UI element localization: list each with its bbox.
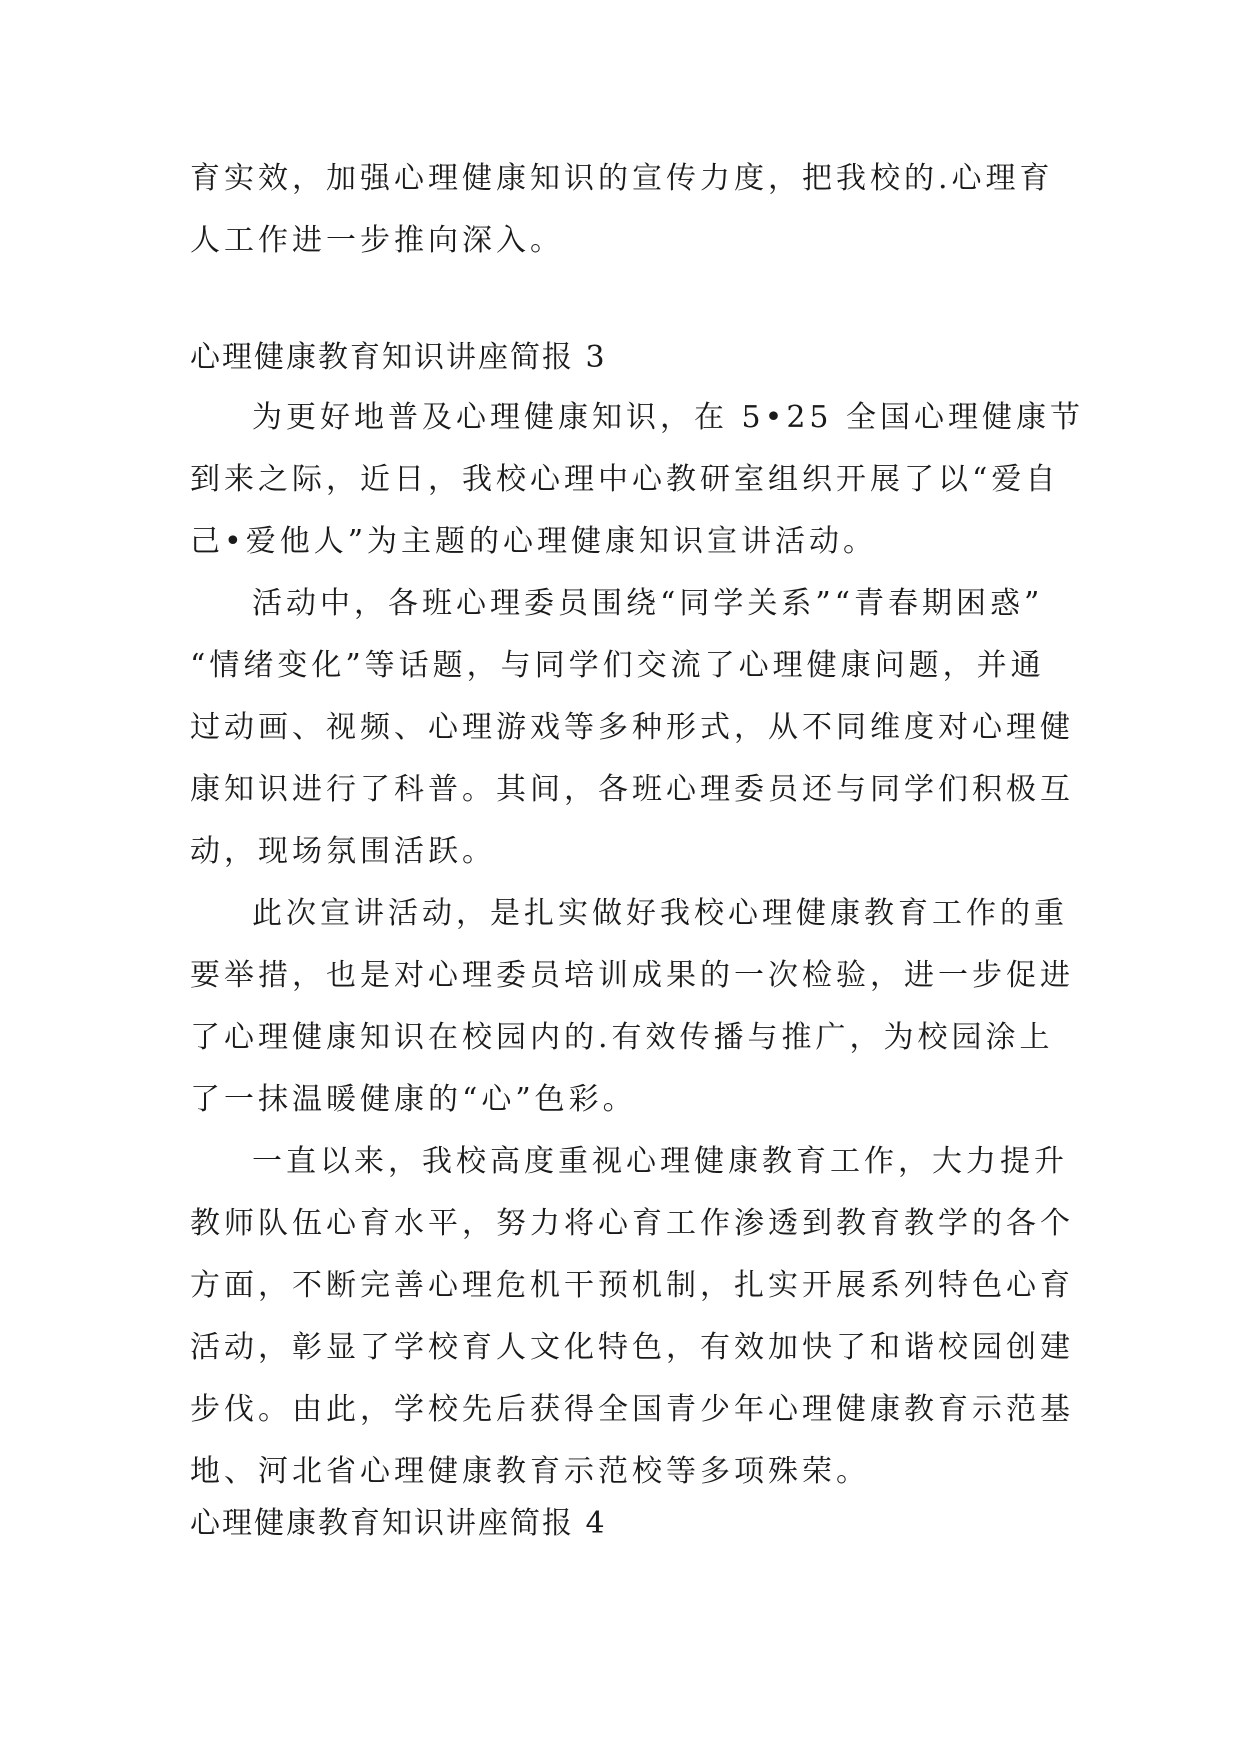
paragraph-line: 要举措，也是对心理委员培训成果的一次检验，进一步促进 — [190, 958, 1074, 993]
paragraph-line: 地、河北省心理健康教育示范校等多项殊荣。 — [190, 1454, 870, 1489]
paragraph-line: 了一抹温暖健康的“心”色彩。 — [190, 1082, 637, 1117]
section-3-paragraph-1 — [190, 387, 1085, 573]
paragraph-line: 到来之际，近日，我校心理中心教研室组织开展了以“爱自 — [190, 462, 1060, 497]
paragraph-line: 活动，彰显了学校育人文化特色，有效加快了和谐校园创建 — [190, 1330, 1074, 1365]
section-3-title: 心理健康教育知识讲座简报 3 — [190, 340, 607, 375]
paragraph-line: 步伐。由此，学校先后获得全国青少年心理健康教育示范基 — [190, 1392, 1074, 1427]
paragraph-line: 教师队伍心育水平，努力将心育工作渗透到教育教学的各个 — [190, 1206, 1074, 1241]
paragraph-line: 了心理健康知识在校园内的.有效传播与推广，为校园涂上 — [190, 1020, 1054, 1055]
section-3-paragraph-3 — [190, 883, 1074, 1131]
section-3-paragraph-4 — [190, 1131, 1074, 1503]
paragraph-line: 活动中，各班心理委员围绕“同学关系”“青春期困惑” — [252, 586, 1044, 621]
paragraph-line: 动，现场氛围活跃。 — [190, 834, 496, 869]
paragraph-line: 方面，不断完善心理危机干预机制，扎实开展系列特色心育 — [190, 1268, 1074, 1303]
paragraph-line: 育实效，加强心理健康知识的宣传力度，把我校的.心理育 — [190, 161, 1054, 196]
section-4-title: 心理健康教育知识讲座简报 4 — [190, 1506, 607, 1541]
paragraph-line: 人工作进一步推向深入。 — [190, 223, 564, 258]
paragraph-line: 此次宣讲活动，是扎实做好我校心理健康教育工作的重 — [252, 896, 1068, 931]
paragraph-line: 康知识进行了科普。其间，各班心理委员还与同学们积极互 — [190, 772, 1074, 807]
intro-paragraph — [190, 148, 1070, 272]
paragraph-line: “情绪变化”等话题，与同学们交流了心理健康问题，并通 — [190, 648, 1045, 683]
paragraph-line: 为更好地普及心理健康知识，在 5•25 全国心理健康节 — [252, 400, 1085, 435]
paragraph-line: 己•爱他人”为主题的心理健康知识宣讲活动。 — [190, 524, 878, 559]
section-3-paragraph-2 — [190, 573, 1074, 883]
paragraph-line: 一直以来，我校高度重视心理健康教育工作，大力提升 — [252, 1144, 1068, 1179]
paragraph-line: 过动画、视频、心理游戏等多种形式，从不同维度对心理健 — [190, 710, 1074, 745]
